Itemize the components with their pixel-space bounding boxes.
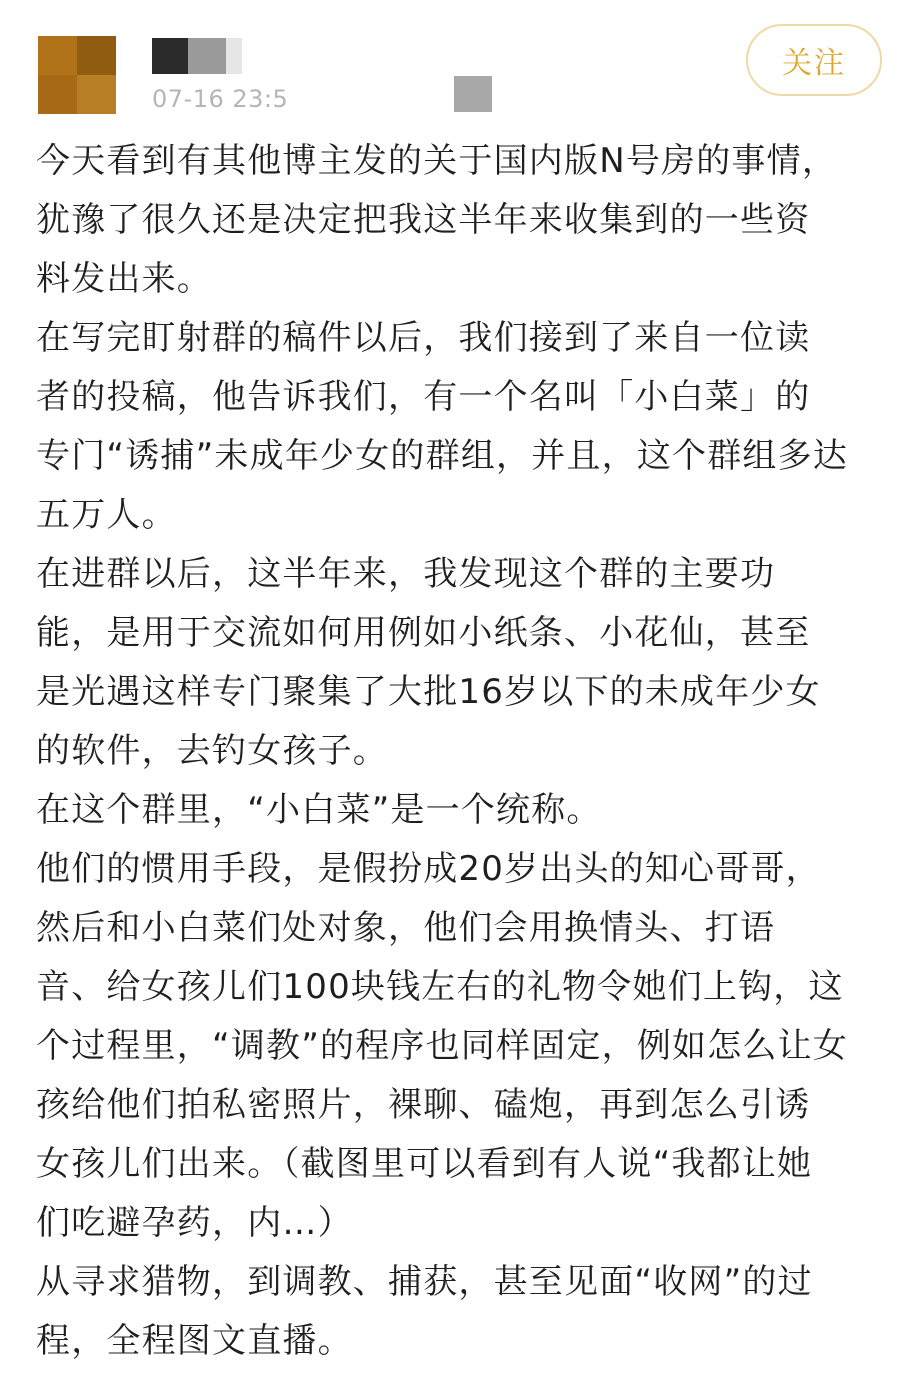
post-text-line: 在写完盯射群的稿件以后，我们接到了来自一位读 bbox=[36, 318, 811, 358]
post-text-line: 个过程里，“调教”的程序也同样固定，例如怎么让女 bbox=[36, 1026, 849, 1066]
follow-button[interactable]: 关注 bbox=[746, 24, 882, 96]
redaction-block bbox=[226, 38, 242, 74]
post-text-line: 他们的惯用手段，是假扮成20岁出头的知心哥哥， bbox=[36, 849, 821, 889]
source-redacted bbox=[454, 76, 492, 112]
post-text-line: 在这个群里，“小白菜”是一个统称。 bbox=[36, 790, 602, 830]
user-avatar-icon[interactable] bbox=[38, 36, 116, 114]
post-text-line: 能，是用于交流如何用例如小纸条、小花仙，甚至 bbox=[36, 613, 811, 653]
avatar-pixel bbox=[77, 36, 116, 75]
post-text-line: 孩给他们拍私密照片，裸聊、磕炮，再到怎么引诱 bbox=[36, 1085, 811, 1125]
post-text-line: 程，全程图文直播。 bbox=[36, 1321, 353, 1361]
post-text-line: 五万人。 bbox=[36, 495, 177, 535]
post-text-line: 犹豫了很久还是决定把我这半年来收集到的一些资 bbox=[36, 200, 811, 240]
post-text-line: 专门“诱捕”未成年少女的群组，并且，这个群组多达 bbox=[36, 436, 849, 476]
post-text-line: 女孩儿们出来。（截图里可以看到有人说“我都让她 bbox=[36, 1144, 813, 1184]
avatar-pixel bbox=[77, 75, 116, 114]
redaction-block bbox=[188, 38, 226, 74]
post-text-line: 的软件，去钓女孩子。 bbox=[36, 731, 388, 771]
post-text-line: 在进群以后，这半年来，我发现这个群的主要功 bbox=[36, 554, 776, 594]
post-timestamp: 07-16 23:5 bbox=[152, 85, 289, 113]
post-text-line: 们吃避孕药，内…） bbox=[36, 1203, 353, 1243]
post-text-line: 从寻求猎物，到调教、捕获，甚至见面“收网”的过 bbox=[36, 1262, 813, 1302]
post-text-line: 料发出来。 bbox=[36, 259, 212, 299]
avatar-pixel bbox=[38, 36, 77, 75]
post-text-line: 是光遇这样专门聚集了大批16岁以下的未成年少女 bbox=[36, 672, 821, 712]
post-body bbox=[36, 132, 896, 1371]
avatar-pixel bbox=[38, 75, 77, 114]
post-text-line: 然后和小白菜们处对象，他们会用换情头、打语 bbox=[36, 908, 776, 948]
post-text-line: 今天看到有其他博主发的关于国内版N号房的事情， bbox=[36, 141, 838, 181]
post-text-line: 者的投稿，他告诉我们，有一个名叫「小白菜」的 bbox=[36, 377, 811, 417]
username-redacted[interactable] bbox=[152, 38, 242, 74]
post-text-line: 音、给女孩儿们100块钱左右的礼物令她们上钩，这 bbox=[36, 967, 844, 1007]
redaction-block bbox=[152, 38, 188, 74]
post-header bbox=[0, 0, 914, 120]
